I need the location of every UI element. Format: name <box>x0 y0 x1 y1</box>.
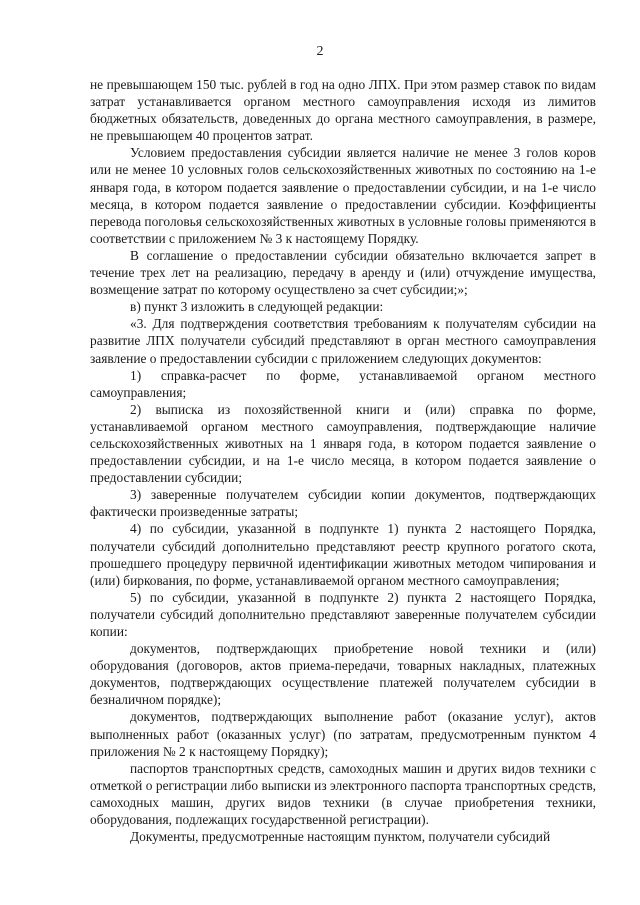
paragraph: паспортов транспортных средств, самоходных машин и других видов техники с отметкой о регистрации либо выписки из электронного паспорта транспортных средств, самоходных машин, других видов техники (в случае приобретения техники, оборудования, подлежащих государственной регистрации). <box>90 760 596 828</box>
paragraph: документов, подтверждающих выполнение работ (оказание услуг), актов выполненных работ (оказанных услуг) (по затратам, предусмотренным пунктом 4 приложения № 2 к настоящему Порядку); <box>90 709 596 759</box>
paragraph: В соглашение о предоставлении субсидии обязательно включается запрет в течение трех лет на реализацию, передачу в аренду и (или) отчуждение имущества, возмещение затрат по которому осуществлено за счет субсидии;»; <box>90 247 596 298</box>
document-body <box>90 76 596 845</box>
paragraph: не превышающем 150 тыс. рублей в год на одно ЛПХ. При этом размер ставок по видам затрат устанавливается органом местного самоуправления исходя из лимитов бюджетных обязательств, доведенных до органа местного самоуправления, в размере, не превышающем 40 процентов затрат. <box>90 77 596 144</box>
paragraph: в) пункт 3 изложить в следующей редакции: <box>130 299 384 315</box>
page-number: 2 <box>316 44 324 59</box>
paragraph: документов, подтверждающих приобретение новой техники и (или) оборудования (договоров, актов приема-передачи, товарных накладных, платежных документов, подтверждающих осуществление платежей получателем субсидии в безналичном порядке); <box>90 641 596 708</box>
paragraph: Условием предоставления субсидии является наличие не менее 3 голов коров или не менее 10 условных голов сельскохозяйственных животных по состоянию на 1-е января года, в котором подается заявление о предоставлении субсидии, и на 1-е число месяца, в котором подается заявление о предоставлении субсидии. Коэффициенты перевода поголовья сельскохозяйственных животных в условные головы применяются в соответствии с приложением № 3 к настоящему Порядку. <box>90 145 596 246</box>
paragraph: 5) по субсидии, указанной в подпункте 2) пункта 2 настоящего Порядка, получатели субсидий дополнительно представляют заверенные получателем субсидии копии: <box>90 589 596 639</box>
paragraph: 4) по субсидии, указанной в подпункте 1) пункта 2 настоящего Порядка, получатели субсидий дополнительно представляют реестр крупного рогатого скота, прошедшего процедуру первичной идентификации животных методом чипирования и (или) биркования, по форме, устанавливаемой органом местного самоуправления; <box>90 521 596 588</box>
paragraph: Документы, предусмотренные настоящим пунктом, получатели субсидий <box>130 829 551 845</box>
paragraph: 1) справка-расчет по форме, устанавливаемой органом местного самоуправления; <box>90 367 596 400</box>
paragraph: 3) заверенные получателем субсидии копии документов, подтверждающих фактически произведенные затраты; <box>90 487 596 520</box>
paragraph: «3. Для подтверждения соответствия требованиям к получателям субсидии на развитие ЛПХ получатели субсидий представляют в орган местного самоуправления заявление о предоставлении субсидии с приложением следующих документов: <box>90 316 596 366</box>
paragraph: 2) выписка из похозяйственной книги и (или) справка по форме, устанавливаемой органом местного самоуправления, подтверждающие наличие сельскохозяйственных животных на 1 января года, в котором подается заявление о предоставлении субсидии, и на 1-е число месяца, в котором подается заявление о предоставлении субсидии; <box>90 401 596 486</box>
